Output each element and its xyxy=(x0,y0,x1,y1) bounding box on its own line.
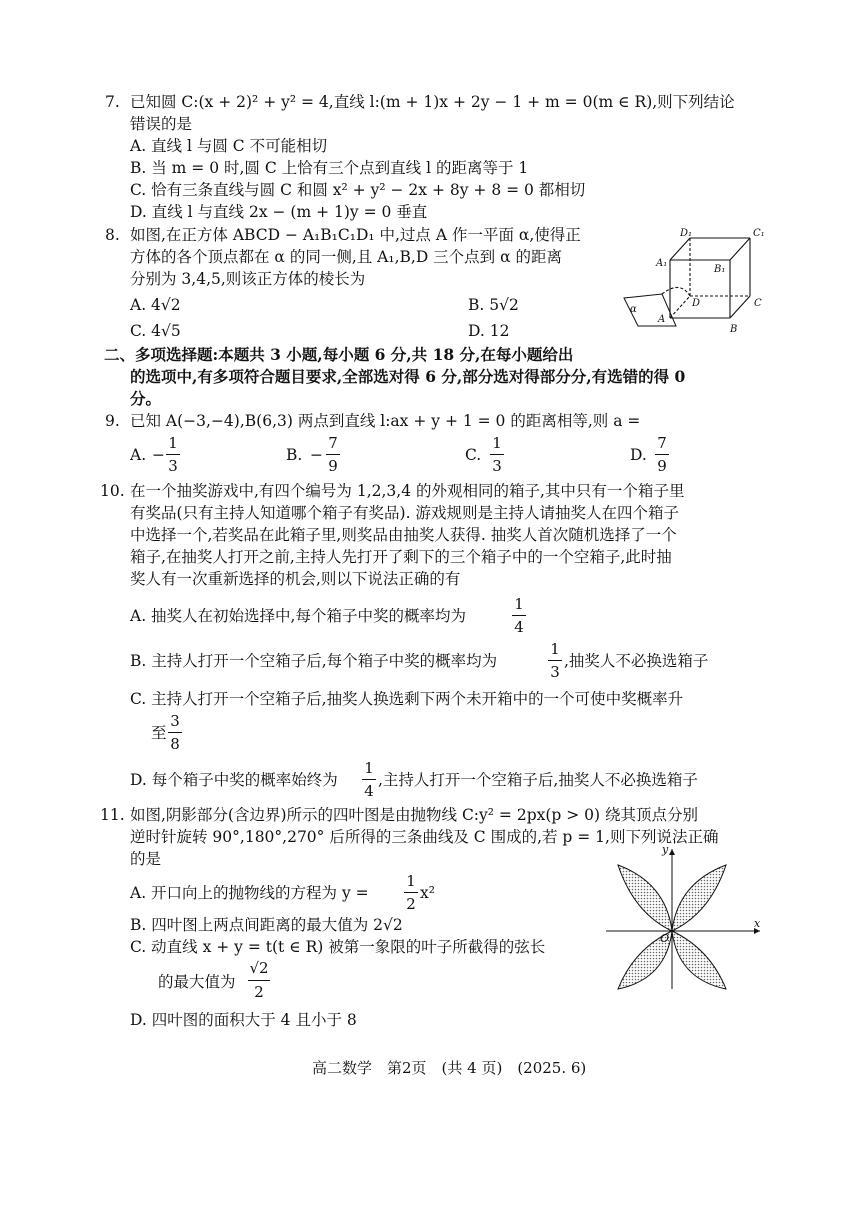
q7-stem-line1: 已知圆 C:(x + 2)² + y² = 4,直线 l:(m + 1)x + 2y − 1 + m = 0(m ∈ R),则下列结论 xyxy=(130,93,735,111)
q10-option-b-tail: ,抽奖人不必换选箱子 xyxy=(564,652,709,670)
q10-option-a: A. 抽奖人在初始选择中,每个箱子中奖的概率均为 xyxy=(130,607,466,625)
q8-option-b: B. 5√2 xyxy=(468,296,519,314)
q10-stem-line1: 在一个抽奖游戏中,有四个编号为 1,2,3,4 的外观相同的箱子,其中只有一个箱子里 xyxy=(130,482,685,500)
q7-option-b: B. 当 m = 0 时,圆 C 上恰有三个点到直线 l 的距离等于 1 xyxy=(130,159,529,177)
q9-option-a-sign: − xyxy=(152,446,165,464)
q10-option-b: B. 主持人打开一个空箱子后,每个箱子中奖的概率均为 xyxy=(130,652,498,670)
q11-option-d: D. 四叶图的面积大于 4 且小于 8 xyxy=(130,1011,357,1029)
label-a: A xyxy=(658,314,666,325)
q11-option-c-line2: 的最大值为 xyxy=(158,973,236,991)
q9-option-b-sign: − xyxy=(310,446,323,464)
q10-option-c-bar xyxy=(168,732,182,733)
q10-option-c-line1: C. 主持人打开一个空箱子后,抽奖人换选剩下两个未开箱中的一个可使中奖概率升 xyxy=(130,690,684,708)
q10-option-a-bar xyxy=(512,615,526,616)
q7-option-a: A. 直线 l 与圆 C 不可能相切 xyxy=(130,137,328,155)
q9-option-b-numerator: 7 xyxy=(328,434,338,452)
q11-stem-line2: 逆时针旋转 90°,180°,270° 后所得的三条曲线及 C 围成的,若 p = 1,则下列说法正确 xyxy=(130,828,719,846)
q9-option-b-label: B. xyxy=(286,446,303,464)
q9-option-c-bar xyxy=(490,454,504,455)
q7-option-d: D. 直线 l 与直线 2x − (m + 1)y = 0 垂直 xyxy=(130,203,428,221)
q10-stem-line3: 中选择一个,若奖品在此箱子里,则奖品由抽奖人获得. 抽奖人首次随机选择了一个 xyxy=(130,526,677,544)
q8-stem-line3: 分别为 3,4,5,则该正方体的棱长为 xyxy=(130,270,366,288)
q9-option-a-numerator: 1 xyxy=(168,434,178,452)
q8-stem-line2: 方体的各个顶点都在 α 的同一侧,且 A₁,B,D 三个点到 α 的距离 xyxy=(130,248,563,266)
label-b: B xyxy=(730,324,738,335)
q11-option-b: B. 四叶图上两点间距离的最大值为 2√2 xyxy=(130,916,403,934)
label-y-axis: y xyxy=(662,843,669,856)
q10-option-d-numerator: 1 xyxy=(364,759,374,777)
page-footer: 高二数学 第2页 (共 4 页) (2025. 6) xyxy=(312,1059,587,1077)
q7-stem-line2: 错误的是 xyxy=(130,115,193,133)
q11-option-c-line1: C. 动直线 x + y = t(t ∈ R) 被第一象限的叶子所截得的弦长 xyxy=(130,938,546,956)
q10-stem-line2: 有奖品(只有主持人知道哪个箱子有奖品). 游戏规则是主持人请抽奖人在四个箱子 xyxy=(130,504,679,522)
label-c1: C₁ xyxy=(753,228,765,239)
q11-stem-line1: 如图,阴影部分(含边界)所示的四叶图是由抛物线 C:y² = 2px(p > 0) 绕其顶点分别 xyxy=(130,806,699,824)
q9-option-d-bar xyxy=(655,454,669,455)
label-a1: A₁ xyxy=(656,258,668,269)
q8-option-a: A. 4√2 xyxy=(130,296,181,314)
q11-number: 11. xyxy=(100,806,125,824)
q10-option-d-bar xyxy=(362,779,376,780)
q11-option-c-bar xyxy=(248,980,270,981)
label-origin: O xyxy=(660,932,670,945)
q7-option-c: C. 恰有三条直线与圆 C 和圆 x² + y² − 2x + 8y + 8 = 0 都相切 xyxy=(130,181,586,199)
label-alpha: α xyxy=(630,304,637,315)
q9-option-d-denominator: 9 xyxy=(657,457,667,475)
q8-stem-line1: 如图,在正方体 ABCD − A₁B₁C₁D₁ 中,过点 A 作一平面 α,使得正 xyxy=(130,226,581,244)
q11-option-a-bar xyxy=(404,892,418,893)
q9-option-c-numerator: 1 xyxy=(492,434,502,452)
q11-option-a-tail: x² xyxy=(420,884,435,902)
label-d: D xyxy=(692,298,701,309)
q11-option-c-denominator: 2 xyxy=(254,983,264,1001)
q8-option-c: C. 4√5 xyxy=(130,322,181,340)
leaf-second-quadrant xyxy=(618,865,672,931)
q10-option-d: D. 每个箱子中奖的概率始终为 xyxy=(130,771,338,789)
q9-option-a-denominator: 3 xyxy=(168,457,178,475)
q10-number: 10. xyxy=(100,482,125,500)
q10-option-b-bar xyxy=(548,660,562,661)
label-d1: D₁ xyxy=(680,228,693,239)
q10-option-c-denominator: 8 xyxy=(170,735,180,753)
q9-number: 9. xyxy=(105,412,120,430)
q9-stem: 已知 A(−3,−4),B(6,3) 两点到直线 l:ax + y + 1 = 0 的距离相等,则 a = xyxy=(130,412,641,430)
q8-number: 8. xyxy=(105,226,120,244)
q11-option-a: A. 开口向上的抛物线的方程为 y = xyxy=(130,884,369,902)
section2-line2: 的选项中,有多项符合题目要求,全部选对得 6 分,部分选对得部分分,有选错的得 0 xyxy=(130,367,686,386)
q7-number: 7. xyxy=(105,93,120,111)
q9-option-d-label: D. xyxy=(630,446,647,464)
q9-option-b-bar xyxy=(326,454,340,455)
q9-option-b-denominator: 9 xyxy=(328,457,338,475)
q10-option-c-numerator: 3 xyxy=(170,712,180,730)
section2-line3: 分。 xyxy=(130,389,162,408)
q10-option-b-numerator: 1 xyxy=(550,640,560,658)
q9-option-a-bar xyxy=(166,454,180,455)
q10-option-a-numerator: 1 xyxy=(514,595,524,613)
label-x-axis: x xyxy=(754,917,761,930)
section2-line1: 二、多项选择题:本题共 3 小题,每小题 6 分,共 18 分,在每小题给出 xyxy=(104,345,574,364)
q10-option-c-line2: 至 xyxy=(151,724,167,742)
leaf-first-quadrant xyxy=(672,865,726,931)
q10-option-b-denominator: 3 xyxy=(550,663,560,681)
q11-option-a-denominator: 2 xyxy=(406,895,416,913)
q11-option-a-numerator: 1 xyxy=(406,872,416,890)
q9-option-a-label: A. xyxy=(130,446,147,464)
cube-figure xyxy=(618,222,778,342)
q10-option-d-tail: ,主持人打开一个空箱子后,抽奖人不必换选箱子 xyxy=(378,771,698,789)
q10-stem-line5: 奖人有一次重新选择的机会,则以下说法正确的有 xyxy=(130,570,461,588)
label-c: C xyxy=(754,298,762,309)
q9-option-d-numerator: 7 xyxy=(657,434,667,452)
q10-option-d-denominator: 4 xyxy=(364,782,374,800)
q11-stem-line3: 的是 xyxy=(130,850,162,868)
label-b1: B₁ xyxy=(714,264,726,275)
q10-option-a-denominator: 4 xyxy=(514,618,524,636)
q9-option-c-label: C. xyxy=(465,446,482,464)
q11-option-c-numerator: √2 xyxy=(249,959,269,977)
q8-option-d: D. 12 xyxy=(468,322,510,340)
q9-option-c-denominator: 3 xyxy=(492,457,502,475)
leaf-fourth-quadrant xyxy=(672,931,726,989)
q10-stem-line4: 箱子,在抽奖人打开之前,主持人先打开了剩下的三个箱子中的一个空箱子,此时抽 xyxy=(130,548,672,566)
four-leaf-figure xyxy=(598,843,768,993)
